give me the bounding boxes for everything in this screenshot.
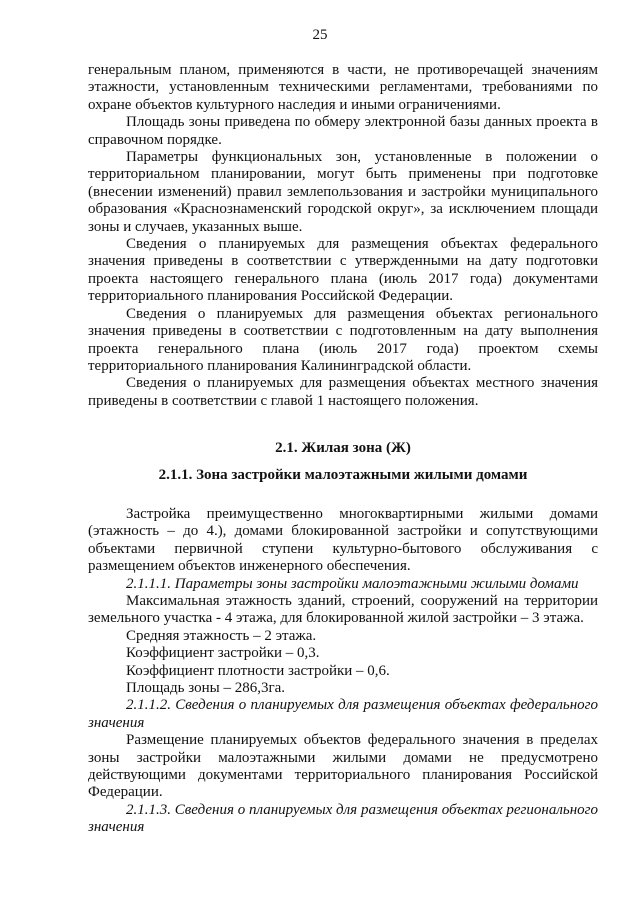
paragraph-zone-params-note: Параметры функциональных зон, установленные в положении о территориальном планировании, могут быть применены при подготовке (внесении изменений) правил землепользования и застройки муниципального образования «Краснознаменский городской округ», за исключением площади зоны и случаев, указанных выше. (88, 149, 598, 235)
paragraph-area-note: Площадь зоны приведена по обмеру электронной базы данных проекта в справочном порядке. (88, 114, 598, 148)
param-building-coefficient: Коэффициент застройки – 0,3. (126, 645, 320, 662)
params-heading: 2.1.1.1. Параметры зоны застройки малоэтажными жилыми домами (126, 575, 579, 592)
federal-objects-text: Размещение планируемых объектов федерального значения в пределах зоны застройки малоэтажными жилыми домами не предусмотрено действующими документами территориального планирования Российской Федерации. (88, 732, 598, 801)
regional-objects-heading: 2.1.1.3. Сведения о планируемых для размещения объектах регионального значения (88, 801, 598, 836)
federal-objects-heading: 2.1.1.2. Сведения о планируемых для размещения объектах федерального значения (88, 697, 598, 731)
section-heading: 2.1. Жилая зона (Ж) (275, 440, 411, 457)
param-max-floors: Максимальная этажность зданий, строений, сооружений на территории земельного участка - 4 этажа, для блокированной жилой застройки – 3 этажа. (88, 592, 598, 627)
paragraph-federal-objects: Сведения о планируемых для размещения объектах федерального значения приведены в соответствии с утвержденными на дату подготовки проекта настоящего генерального плана (июль 2017 года) документами территориального планирования Российской Федерации. (88, 236, 598, 305)
param-average-floors: Средняя этажность – 2 этажа. (126, 627, 317, 644)
paragraph-continuation: генеральным планом, применяются в части, не противоречащей значениям этажности, установленным техническими регламентами, требованиями по охране объектов культурного наследия и иными ограничениями. (88, 62, 598, 113)
subsection-heading: 2.1.1. Зона застройки малоэтажными жилыми домами (158, 466, 528, 483)
param-zone-area: Площадь зоны – 286,3га. (126, 680, 286, 696)
param-density-coefficient: Коэффициент плотности застройки – 0,6. (126, 662, 390, 679)
paragraph-local-objects: Сведения о планируемых для размещения объектах местного значения приведены в соответствии с главой 1 настоящего положения. (88, 375, 598, 409)
paragraph-regional-objects: Сведения о планируемых для размещения объектах регионального значения приведены в соответствии с подготовленным на дату выполнения проекта генерального плана (июль 2017 года) проектом схемы территориального планирования Калининградской области. (88, 305, 598, 374)
page-body (88, 62, 598, 837)
zone-description: Застройка преимущественно многоквартирными жилыми домами (этажность – до 4.), домами блокированной застройки и сопутствующими объектами первичной ступени культурно-бытового обслуживания с размещением объектов инженерного обеспечения. (88, 505, 598, 575)
page-number: 25 (312, 27, 328, 43)
